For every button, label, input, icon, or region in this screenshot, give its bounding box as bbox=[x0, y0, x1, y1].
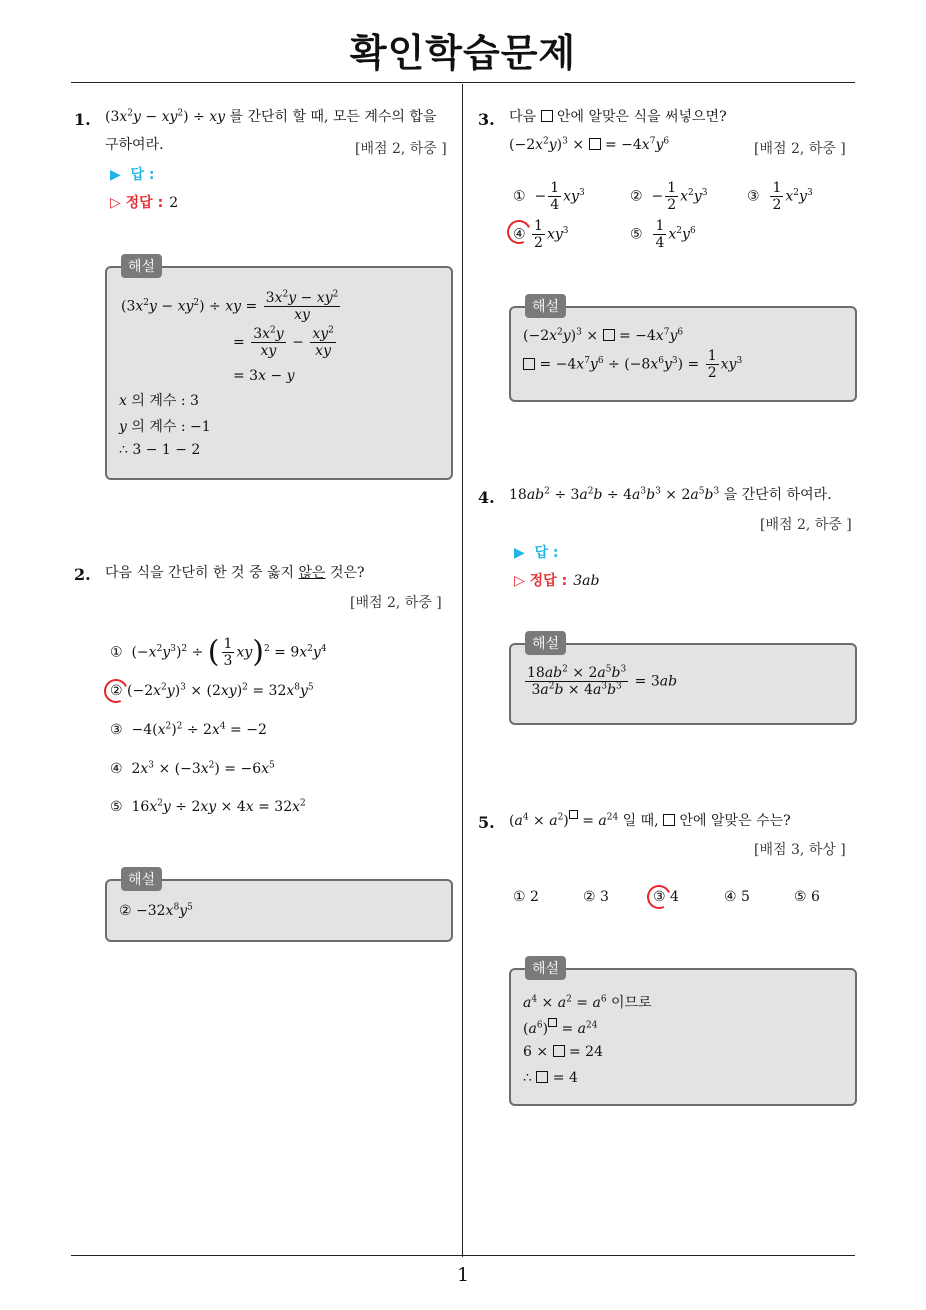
solution-step-1: $\frac{18ab^2 \times 2a^5b^3}{3a^2b \times 4a^3b^3}$ = 3ab bbox=[527, 664, 678, 698]
correct-answer-line: ▷ 정답 : 3ab bbox=[514, 573, 600, 589]
question-number: 5. bbox=[478, 813, 495, 832]
solution-coef-x: x 의 계수 : 3 bbox=[119, 393, 199, 409]
solution-box bbox=[105, 872, 453, 942]
score-meta: [배점 2, 하중 ] bbox=[754, 141, 846, 157]
solution-step-3: = 3x − y bbox=[233, 368, 295, 384]
option-1[interactable]: ① − $\frac{1}{4}$ $xy^3$ bbox=[513, 180, 585, 213]
solution-step-2: = $-4x^7y^6 \div (-8x^6y^3)$ = $\frac{1}{2}$ $xy^3$ bbox=[523, 348, 742, 381]
solution-step-3: 6 × = 24 bbox=[523, 1044, 603, 1060]
score-meta: [배점 2, 하중 ] bbox=[760, 517, 852, 533]
solution-coef-y: y 의 계수 : −1 bbox=[119, 419, 211, 435]
option-3[interactable]: ③ $-4(x^2)^2 \div 2x^4 = -2$ bbox=[110, 721, 267, 738]
play-icon: ▶ bbox=[514, 545, 525, 561]
play-icon: ▶ bbox=[110, 167, 121, 183]
question-expression: $(-2x^2y)^3$ × = $-4x^7y^6$ bbox=[509, 136, 670, 153]
option-4[interactable]: ④ $\frac{1}{2}$ $xy^3$ bbox=[513, 218, 569, 251]
option-2[interactable]: ② 3 bbox=[583, 889, 609, 905]
solution-tab: 해설 bbox=[121, 254, 162, 278]
question-text: $(3x^2y - xy^2)$ ÷ xy 를 간단히 할 때, 모든 계수의 합을 bbox=[105, 108, 437, 125]
blank-box-icon bbox=[589, 138, 601, 150]
solution-tab: 해설 bbox=[525, 956, 566, 980]
page-title: 확인학습문제 bbox=[349, 31, 577, 75]
score-meta: [배점 2, 하중 ] bbox=[355, 141, 447, 157]
question-text: 다음 식을 간단히 한 것 중 옳지 않은 것은? bbox=[105, 565, 365, 581]
selected-answer-mark bbox=[101, 676, 132, 707]
solution-conclusion: ∴ 3 − 1 − 2 bbox=[119, 442, 201, 458]
question-text: $18ab^2 \div 3a^2b \div 4a^3b^3 \times 2a^5b^3$ 을 간단히 하여라. bbox=[509, 486, 832, 503]
option-1[interactable]: ① $(-x^2y^3)^2$ ÷ ( $\frac{1}{3}$ $xy)^2 = 9x^2y^4$ bbox=[110, 634, 327, 670]
option-3[interactable]: ③ 4 bbox=[653, 889, 679, 905]
selected-answer-mark bbox=[644, 882, 675, 913]
answer-line: ▶ 답 : bbox=[514, 545, 559, 561]
bottom-rule bbox=[71, 1255, 855, 1256]
solution-step-2: = $\frac{3x^2y}{xy}$ − $\frac{xy^2}{xy}$ bbox=[233, 325, 334, 359]
play-outline-icon: ▷ bbox=[110, 195, 121, 211]
column-divider bbox=[462, 84, 463, 1257]
option-5[interactable]: ⑤ $\frac{1}{4}$ $x^2y^6$ bbox=[630, 218, 696, 251]
question-text: $(a^4 \times a^2) = a^{24}$ 일 때, 안에 알맞은 수는? bbox=[509, 808, 791, 834]
option-2[interactable]: ② $(-2x^2y)^3 \times (2xy)^2 = 32x^8y^5$ bbox=[110, 682, 314, 699]
solution-tab: 해설 bbox=[121, 867, 162, 891]
solution-tab: 해설 bbox=[525, 631, 566, 655]
solution-text: ② $-32x^8y^5$ bbox=[119, 902, 193, 919]
correct-answer-line: ▷ 정답 : 2 bbox=[110, 195, 179, 211]
option-1[interactable]: ① 2 bbox=[513, 889, 539, 905]
question-number: 3. bbox=[478, 110, 495, 129]
score-meta: [배점 2, 하중 ] bbox=[350, 595, 442, 611]
question-number: 4. bbox=[478, 488, 495, 507]
solution-step-1: $(3x^2y - xy^2)$ ÷ xy = $\frac{3x^2y - xy^2}{xy}$ bbox=[121, 289, 339, 323]
solution-box bbox=[105, 259, 453, 480]
solution-step-2: $(a^6) = a^{24}$ bbox=[523, 1018, 597, 1037]
option-3[interactable]: ③ $\frac{1}{2}$ $x^2y^3$ bbox=[747, 180, 813, 213]
score-meta: [배점 3, 하상 ] bbox=[754, 842, 846, 858]
solution-box bbox=[509, 961, 857, 1106]
question-number: 1. bbox=[74, 110, 91, 129]
answer-line: ▶ 답 : bbox=[110, 167, 155, 183]
page-number: 1 bbox=[456, 1264, 470, 1286]
option-2[interactable]: ② − $\frac{1}{2}$ $x^2y^3$ bbox=[630, 180, 708, 213]
solution-box bbox=[509, 299, 857, 402]
question-number: 2. bbox=[74, 565, 91, 584]
correct-answer-value: 2 bbox=[169, 195, 179, 211]
top-rule bbox=[71, 82, 855, 83]
solution-step-1: $a^4 \times a^2 = a^6$ 이므로 bbox=[523, 994, 652, 1011]
solution-box bbox=[509, 636, 857, 725]
option-4[interactable]: ④ 5 bbox=[724, 889, 750, 905]
question-text-line2: 구하여라. bbox=[105, 137, 164, 153]
option-4[interactable]: ④ $2x^3 \times (-3x^2) = -6x^5$ bbox=[110, 760, 275, 777]
solution-tab: 해설 bbox=[525, 294, 566, 318]
solution-step-1: $(-2x^2y)^3$ × = $-4x^7y^6$ bbox=[523, 327, 684, 344]
option-5[interactable]: ⑤ $16x^2y \div 2xy \times 4x = 32x^2$ bbox=[110, 798, 306, 815]
question-text: 다음 안에 알맞은 식을 써넣으면? bbox=[509, 109, 727, 125]
option-5[interactable]: ⑤ 6 bbox=[794, 889, 820, 905]
blank-box-icon bbox=[663, 814, 675, 826]
correct-answer-value: 3ab bbox=[573, 573, 600, 589]
solution-conclusion: ∴ = 4 bbox=[523, 1070, 578, 1086]
blank-box-icon bbox=[541, 110, 553, 122]
play-outline-icon: ▷ bbox=[514, 573, 525, 589]
